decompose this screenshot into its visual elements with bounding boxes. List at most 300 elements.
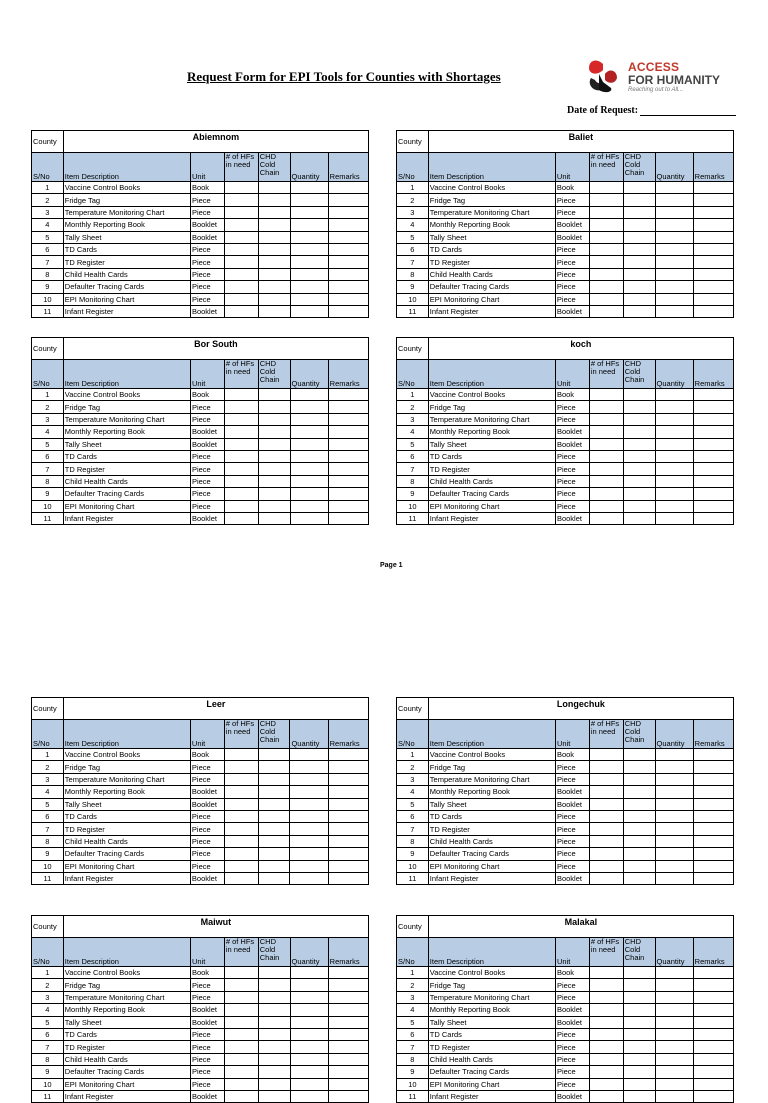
quantity-cell[interactable] (655, 512, 693, 524)
remarks-cell[interactable] (328, 206, 368, 218)
remarks-cell[interactable] (328, 194, 368, 206)
hfs-in-need-cell[interactable] (224, 967, 258, 979)
remarks-cell[interactable] (693, 413, 733, 425)
quantity-cell[interactable] (655, 219, 693, 231)
chd-cold-chain-cell[interactable] (258, 500, 290, 512)
chd-cold-chain-cell[interactable] (258, 450, 290, 462)
chd-cold-chain-cell[interactable] (623, 1078, 655, 1090)
hfs-in-need-cell[interactable] (224, 243, 258, 255)
hfs-in-need-cell[interactable] (589, 860, 623, 872)
quantity-cell[interactable] (290, 979, 328, 991)
hfs-in-need-cell[interactable] (589, 1004, 623, 1016)
chd-cold-chain-cell[interactable] (623, 786, 655, 798)
chd-cold-chain-cell[interactable] (258, 1041, 290, 1053)
hfs-in-need-cell[interactable] (589, 413, 623, 425)
quantity-cell[interactable] (655, 1053, 693, 1065)
remarks-cell[interactable] (693, 305, 733, 317)
remarks-cell[interactable] (328, 967, 368, 979)
chd-cold-chain-cell[interactable] (258, 268, 290, 280)
remarks-cell[interactable] (328, 991, 368, 1003)
hfs-in-need-cell[interactable] (589, 488, 623, 500)
quantity-cell[interactable] (655, 1041, 693, 1053)
remarks-cell[interactable] (328, 761, 368, 773)
hfs-in-need-cell[interactable] (589, 823, 623, 835)
quantity-cell[interactable] (655, 426, 693, 438)
chd-cold-chain-cell[interactable] (623, 389, 655, 401)
quantity-cell[interactable] (655, 1004, 693, 1016)
hfs-in-need-cell[interactable] (589, 1053, 623, 1065)
quantity-cell[interactable] (290, 231, 328, 243)
quantity-cell[interactable] (655, 823, 693, 835)
quantity-cell[interactable] (290, 1028, 328, 1040)
remarks-cell[interactable] (693, 389, 733, 401)
chd-cold-chain-cell[interactable] (258, 848, 290, 860)
remarks-cell[interactable] (328, 823, 368, 835)
hfs-in-need-cell[interactable] (589, 401, 623, 413)
remarks-cell[interactable] (328, 810, 368, 822)
quantity-cell[interactable] (290, 293, 328, 305)
chd-cold-chain-cell[interactable] (258, 979, 290, 991)
hfs-in-need-cell[interactable] (224, 305, 258, 317)
chd-cold-chain-cell[interactable] (623, 860, 655, 872)
quantity-cell[interactable] (290, 281, 328, 293)
quantity-cell[interactable] (655, 786, 693, 798)
quantity-cell[interactable] (290, 488, 328, 500)
chd-cold-chain-cell[interactable] (258, 438, 290, 450)
quantity-cell[interactable] (655, 413, 693, 425)
hfs-in-need-cell[interactable] (589, 463, 623, 475)
hfs-in-need-cell[interactable] (224, 835, 258, 847)
quantity-cell[interactable] (290, 1078, 328, 1090)
remarks-cell[interactable] (693, 749, 733, 761)
remarks-cell[interactable] (693, 835, 733, 847)
chd-cold-chain-cell[interactable] (623, 967, 655, 979)
hfs-in-need-cell[interactable] (224, 206, 258, 218)
hfs-in-need-cell[interactable] (589, 835, 623, 847)
hfs-in-need-cell[interactable] (589, 281, 623, 293)
remarks-cell[interactable] (328, 488, 368, 500)
hfs-in-need-cell[interactable] (589, 872, 623, 884)
chd-cold-chain-cell[interactable] (258, 773, 290, 785)
hfs-in-need-cell[interactable] (224, 786, 258, 798)
hfs-in-need-cell[interactable] (589, 268, 623, 280)
remarks-cell[interactable] (693, 293, 733, 305)
chd-cold-chain-cell[interactable] (623, 305, 655, 317)
remarks-cell[interactable] (328, 268, 368, 280)
remarks-cell[interactable] (328, 231, 368, 243)
hfs-in-need-cell[interactable] (589, 206, 623, 218)
quantity-cell[interactable] (655, 1066, 693, 1078)
quantity-cell[interactable] (655, 268, 693, 280)
chd-cold-chain-cell[interactable] (258, 512, 290, 524)
remarks-cell[interactable] (328, 182, 368, 194)
remarks-cell[interactable] (328, 860, 368, 872)
quantity-cell[interactable] (290, 256, 328, 268)
hfs-in-need-cell[interactable] (224, 823, 258, 835)
remarks-cell[interactable] (693, 475, 733, 487)
remarks-cell[interactable] (328, 1090, 368, 1102)
chd-cold-chain-cell[interactable] (258, 389, 290, 401)
hfs-in-need-cell[interactable] (589, 389, 623, 401)
quantity-cell[interactable] (655, 979, 693, 991)
quantity-cell[interactable] (655, 749, 693, 761)
remarks-cell[interactable] (328, 872, 368, 884)
hfs-in-need-cell[interactable] (224, 773, 258, 785)
quantity-cell[interactable] (655, 401, 693, 413)
quantity-cell[interactable] (655, 798, 693, 810)
hfs-in-need-cell[interactable] (589, 243, 623, 255)
quantity-cell[interactable] (655, 761, 693, 773)
remarks-cell[interactable] (693, 231, 733, 243)
hfs-in-need-cell[interactable] (224, 413, 258, 425)
quantity-cell[interactable] (290, 182, 328, 194)
chd-cold-chain-cell[interactable] (258, 1066, 290, 1078)
quantity-cell[interactable] (290, 475, 328, 487)
chd-cold-chain-cell[interactable] (258, 798, 290, 810)
remarks-cell[interactable] (328, 1053, 368, 1065)
hfs-in-need-cell[interactable] (224, 1004, 258, 1016)
remarks-cell[interactable] (328, 219, 368, 231)
remarks-cell[interactable] (693, 1028, 733, 1040)
quantity-cell[interactable] (655, 293, 693, 305)
chd-cold-chain-cell[interactable] (258, 1090, 290, 1102)
quantity-cell[interactable] (290, 749, 328, 761)
quantity-cell[interactable] (655, 305, 693, 317)
chd-cold-chain-cell[interactable] (258, 488, 290, 500)
chd-cold-chain-cell[interactable] (623, 426, 655, 438)
hfs-in-need-cell[interactable] (224, 810, 258, 822)
chd-cold-chain-cell[interactable] (258, 786, 290, 798)
remarks-cell[interactable] (328, 1016, 368, 1028)
chd-cold-chain-cell[interactable] (623, 848, 655, 860)
quantity-cell[interactable] (655, 848, 693, 860)
quantity-cell[interactable] (655, 243, 693, 255)
chd-cold-chain-cell[interactable] (623, 194, 655, 206)
quantity-cell[interactable] (655, 1078, 693, 1090)
chd-cold-chain-cell[interactable] (258, 401, 290, 413)
hfs-in-need-cell[interactable] (589, 231, 623, 243)
hfs-in-need-cell[interactable] (224, 450, 258, 462)
quantity-cell[interactable] (655, 967, 693, 979)
chd-cold-chain-cell[interactable] (623, 450, 655, 462)
hfs-in-need-cell[interactable] (589, 293, 623, 305)
remarks-cell[interactable] (693, 798, 733, 810)
chd-cold-chain-cell[interactable] (258, 475, 290, 487)
chd-cold-chain-cell[interactable] (623, 761, 655, 773)
chd-cold-chain-cell[interactable] (623, 488, 655, 500)
remarks-cell[interactable] (693, 450, 733, 462)
quantity-cell[interactable] (290, 438, 328, 450)
chd-cold-chain-cell[interactable] (258, 823, 290, 835)
quantity-cell[interactable] (655, 500, 693, 512)
hfs-in-need-cell[interactable] (589, 305, 623, 317)
chd-cold-chain-cell[interactable] (258, 761, 290, 773)
hfs-in-need-cell[interactable] (224, 401, 258, 413)
quantity-cell[interactable] (655, 1090, 693, 1102)
hfs-in-need-cell[interactable] (224, 749, 258, 761)
hfs-in-need-cell[interactable] (224, 798, 258, 810)
quantity-cell[interactable] (290, 426, 328, 438)
quantity-cell[interactable] (655, 872, 693, 884)
chd-cold-chain-cell[interactable] (258, 305, 290, 317)
quantity-cell[interactable] (655, 810, 693, 822)
hfs-in-need-cell[interactable] (589, 967, 623, 979)
remarks-cell[interactable] (328, 1028, 368, 1040)
hfs-in-need-cell[interactable] (224, 1028, 258, 1040)
remarks-cell[interactable] (693, 206, 733, 218)
chd-cold-chain-cell[interactable] (623, 1090, 655, 1102)
remarks-cell[interactable] (693, 1004, 733, 1016)
chd-cold-chain-cell[interactable] (623, 823, 655, 835)
hfs-in-need-cell[interactable] (589, 194, 623, 206)
remarks-cell[interactable] (693, 256, 733, 268)
remarks-cell[interactable] (693, 463, 733, 475)
hfs-in-need-cell[interactable] (589, 500, 623, 512)
chd-cold-chain-cell[interactable] (623, 293, 655, 305)
quantity-cell[interactable] (655, 389, 693, 401)
hfs-in-need-cell[interactable] (224, 268, 258, 280)
remarks-cell[interactable] (328, 786, 368, 798)
chd-cold-chain-cell[interactable] (623, 749, 655, 761)
remarks-cell[interactable] (328, 512, 368, 524)
remarks-cell[interactable] (328, 1066, 368, 1078)
quantity-cell[interactable] (290, 848, 328, 860)
hfs-in-need-cell[interactable] (589, 1028, 623, 1040)
remarks-cell[interactable] (328, 401, 368, 413)
quantity-cell[interactable] (655, 773, 693, 785)
hfs-in-need-cell[interactable] (589, 749, 623, 761)
quantity-cell[interactable] (655, 475, 693, 487)
chd-cold-chain-cell[interactable] (258, 182, 290, 194)
remarks-cell[interactable] (328, 773, 368, 785)
remarks-cell[interactable] (693, 967, 733, 979)
remarks-cell[interactable] (328, 475, 368, 487)
chd-cold-chain-cell[interactable] (258, 256, 290, 268)
quantity-cell[interactable] (290, 1053, 328, 1065)
hfs-in-need-cell[interactable] (224, 219, 258, 231)
chd-cold-chain-cell[interactable] (258, 231, 290, 243)
chd-cold-chain-cell[interactable] (623, 1028, 655, 1040)
quantity-cell[interactable] (655, 281, 693, 293)
hfs-in-need-cell[interactable] (589, 1078, 623, 1090)
remarks-cell[interactable] (693, 426, 733, 438)
hfs-in-need-cell[interactable] (224, 475, 258, 487)
hfs-in-need-cell[interactable] (224, 1090, 258, 1102)
quantity-cell[interactable] (290, 991, 328, 1003)
hfs-in-need-cell[interactable] (589, 773, 623, 785)
hfs-in-need-cell[interactable] (224, 991, 258, 1003)
remarks-cell[interactable] (693, 860, 733, 872)
remarks-cell[interactable] (328, 293, 368, 305)
chd-cold-chain-cell[interactable] (623, 182, 655, 194)
remarks-cell[interactable] (693, 281, 733, 293)
chd-cold-chain-cell[interactable] (258, 1028, 290, 1040)
remarks-cell[interactable] (328, 281, 368, 293)
hfs-in-need-cell[interactable] (224, 761, 258, 773)
quantity-cell[interactable] (290, 860, 328, 872)
remarks-cell[interactable] (328, 749, 368, 761)
chd-cold-chain-cell[interactable] (623, 256, 655, 268)
remarks-cell[interactable] (693, 761, 733, 773)
chd-cold-chain-cell[interactable] (623, 206, 655, 218)
chd-cold-chain-cell[interactable] (623, 268, 655, 280)
hfs-in-need-cell[interactable] (224, 438, 258, 450)
hfs-in-need-cell[interactable] (589, 810, 623, 822)
remarks-cell[interactable] (693, 1078, 733, 1090)
quantity-cell[interactable] (290, 1066, 328, 1078)
hfs-in-need-cell[interactable] (224, 463, 258, 475)
remarks-cell[interactable] (693, 182, 733, 194)
remarks-cell[interactable] (693, 401, 733, 413)
remarks-cell[interactable] (328, 438, 368, 450)
chd-cold-chain-cell[interactable] (623, 872, 655, 884)
hfs-in-need-cell[interactable] (589, 438, 623, 450)
quantity-cell[interactable] (655, 450, 693, 462)
hfs-in-need-cell[interactable] (589, 786, 623, 798)
quantity-cell[interactable] (655, 1028, 693, 1040)
quantity-cell[interactable] (655, 182, 693, 194)
chd-cold-chain-cell[interactable] (623, 810, 655, 822)
hfs-in-need-cell[interactable] (224, 256, 258, 268)
quantity-cell[interactable] (290, 798, 328, 810)
chd-cold-chain-cell[interactable] (623, 475, 655, 487)
quantity-cell[interactable] (655, 463, 693, 475)
hfs-in-need-cell[interactable] (589, 798, 623, 810)
hfs-in-need-cell[interactable] (224, 979, 258, 991)
remarks-cell[interactable] (328, 1004, 368, 1016)
quantity-cell[interactable] (655, 860, 693, 872)
hfs-in-need-cell[interactable] (224, 426, 258, 438)
remarks-cell[interactable] (693, 1066, 733, 1078)
chd-cold-chain-cell[interactable] (258, 749, 290, 761)
chd-cold-chain-cell[interactable] (258, 967, 290, 979)
remarks-cell[interactable] (693, 1016, 733, 1028)
chd-cold-chain-cell[interactable] (623, 281, 655, 293)
chd-cold-chain-cell[interactable] (258, 1053, 290, 1065)
hfs-in-need-cell[interactable] (224, 1041, 258, 1053)
hfs-in-need-cell[interactable] (224, 872, 258, 884)
quantity-cell[interactable] (290, 389, 328, 401)
chd-cold-chain-cell[interactable] (623, 835, 655, 847)
chd-cold-chain-cell[interactable] (258, 413, 290, 425)
quantity-cell[interactable] (290, 206, 328, 218)
remarks-cell[interactable] (328, 1041, 368, 1053)
remarks-cell[interactable] (328, 500, 368, 512)
quantity-cell[interactable] (290, 268, 328, 280)
hfs-in-need-cell[interactable] (224, 488, 258, 500)
chd-cold-chain-cell[interactable] (258, 206, 290, 218)
quantity-cell[interactable] (290, 1016, 328, 1028)
chd-cold-chain-cell[interactable] (258, 1004, 290, 1016)
quantity-cell[interactable] (290, 1004, 328, 1016)
quantity-cell[interactable] (290, 219, 328, 231)
remarks-cell[interactable] (693, 872, 733, 884)
remarks-cell[interactable] (693, 219, 733, 231)
hfs-in-need-cell[interactable] (224, 512, 258, 524)
remarks-cell[interactable] (693, 773, 733, 785)
quantity-cell[interactable] (655, 835, 693, 847)
remarks-cell[interactable] (328, 389, 368, 401)
chd-cold-chain-cell[interactable] (258, 426, 290, 438)
hfs-in-need-cell[interactable] (589, 219, 623, 231)
chd-cold-chain-cell[interactable] (623, 979, 655, 991)
hfs-in-need-cell[interactable] (589, 450, 623, 462)
hfs-in-need-cell[interactable] (224, 281, 258, 293)
remarks-cell[interactable] (693, 500, 733, 512)
quantity-cell[interactable] (290, 401, 328, 413)
hfs-in-need-cell[interactable] (224, 860, 258, 872)
hfs-in-need-cell[interactable] (589, 979, 623, 991)
chd-cold-chain-cell[interactable] (258, 1016, 290, 1028)
hfs-in-need-cell[interactable] (589, 256, 623, 268)
hfs-in-need-cell[interactable] (589, 426, 623, 438)
remarks-cell[interactable] (693, 512, 733, 524)
quantity-cell[interactable] (655, 488, 693, 500)
hfs-in-need-cell[interactable] (224, 293, 258, 305)
quantity-cell[interactable] (655, 991, 693, 1003)
remarks-cell[interactable] (328, 463, 368, 475)
hfs-in-need-cell[interactable] (589, 1041, 623, 1053)
chd-cold-chain-cell[interactable] (623, 773, 655, 785)
hfs-in-need-cell[interactable] (589, 1016, 623, 1028)
quantity-cell[interactable] (290, 413, 328, 425)
chd-cold-chain-cell[interactable] (623, 991, 655, 1003)
hfs-in-need-cell[interactable] (224, 848, 258, 860)
remarks-cell[interactable] (693, 1041, 733, 1053)
quantity-cell[interactable] (290, 512, 328, 524)
hfs-in-need-cell[interactable] (224, 1078, 258, 1090)
chd-cold-chain-cell[interactable] (623, 1053, 655, 1065)
remarks-cell[interactable] (693, 243, 733, 255)
hfs-in-need-cell[interactable] (224, 1016, 258, 1028)
quantity-cell[interactable] (290, 243, 328, 255)
quantity-cell[interactable] (655, 1016, 693, 1028)
quantity-cell[interactable] (290, 810, 328, 822)
chd-cold-chain-cell[interactable] (623, 798, 655, 810)
quantity-cell[interactable] (655, 256, 693, 268)
quantity-cell[interactable] (290, 823, 328, 835)
hfs-in-need-cell[interactable] (589, 1066, 623, 1078)
quantity-cell[interactable] (290, 773, 328, 785)
hfs-in-need-cell[interactable] (224, 1066, 258, 1078)
remarks-cell[interactable] (328, 835, 368, 847)
remarks-cell[interactable] (693, 488, 733, 500)
remarks-cell[interactable] (328, 798, 368, 810)
chd-cold-chain-cell[interactable] (623, 438, 655, 450)
remarks-cell[interactable] (693, 991, 733, 1003)
quantity-cell[interactable] (290, 872, 328, 884)
quantity-cell[interactable] (290, 967, 328, 979)
hfs-in-need-cell[interactable] (589, 182, 623, 194)
remarks-cell[interactable] (693, 979, 733, 991)
chd-cold-chain-cell[interactable] (623, 413, 655, 425)
chd-cold-chain-cell[interactable] (258, 1078, 290, 1090)
remarks-cell[interactable] (693, 1053, 733, 1065)
quantity-cell[interactable] (290, 835, 328, 847)
chd-cold-chain-cell[interactable] (258, 219, 290, 231)
hfs-in-need-cell[interactable] (224, 500, 258, 512)
chd-cold-chain-cell[interactable] (623, 1041, 655, 1053)
remarks-cell[interactable] (693, 823, 733, 835)
chd-cold-chain-cell[interactable] (623, 219, 655, 231)
quantity-cell[interactable] (290, 761, 328, 773)
quantity-cell[interactable] (655, 231, 693, 243)
chd-cold-chain-cell[interactable] (258, 810, 290, 822)
chd-cold-chain-cell[interactable] (258, 281, 290, 293)
hfs-in-need-cell[interactable] (224, 182, 258, 194)
chd-cold-chain-cell[interactable] (623, 1066, 655, 1078)
hfs-in-need-cell[interactable] (589, 1090, 623, 1102)
